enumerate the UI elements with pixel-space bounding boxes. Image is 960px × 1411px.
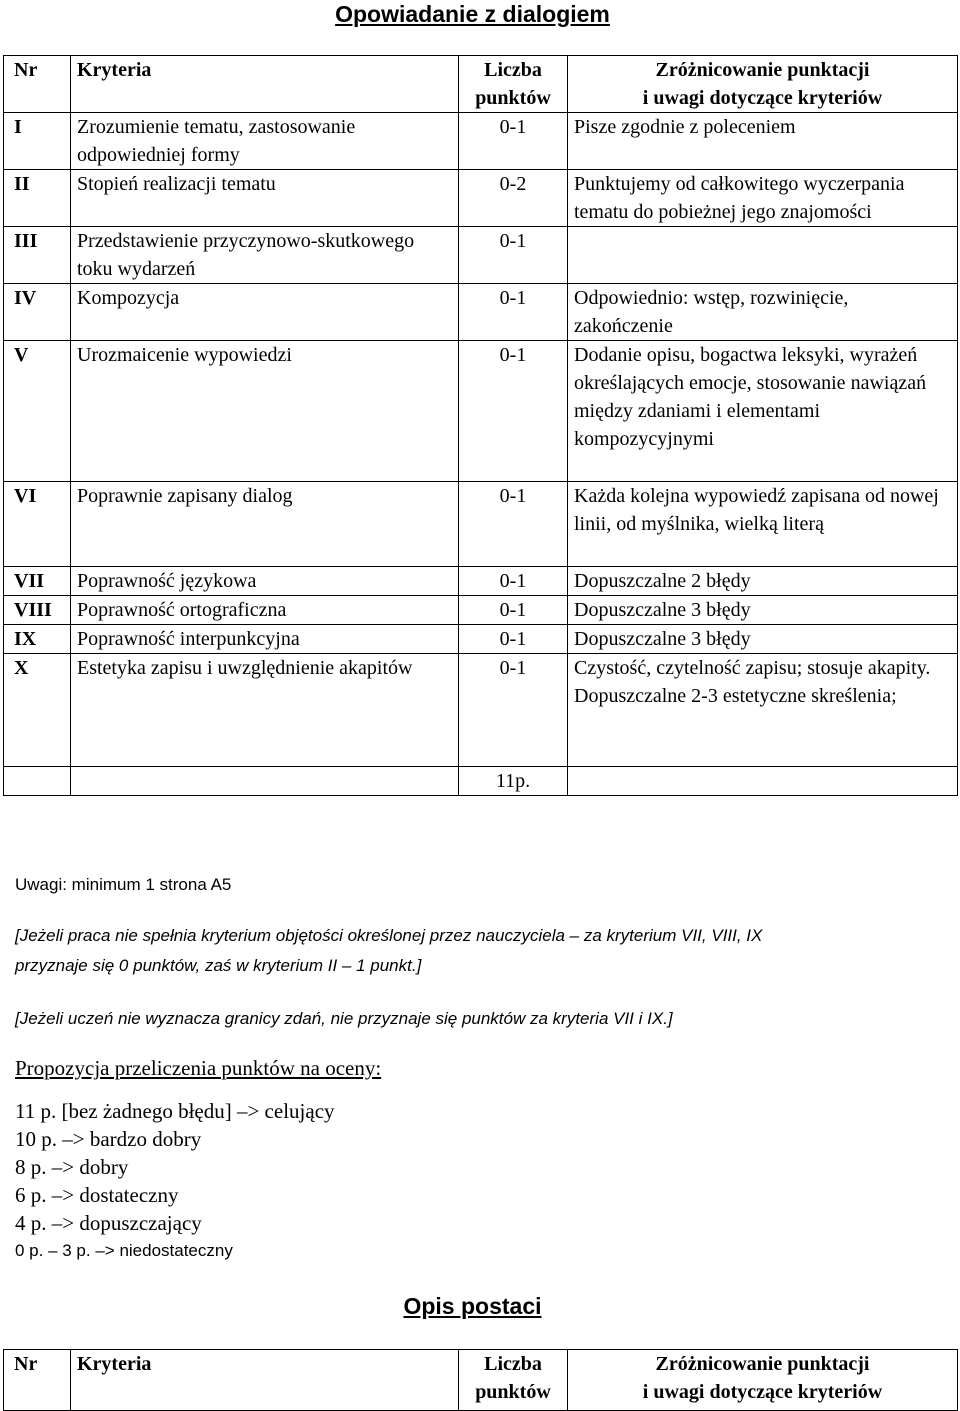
header-criteria: Kryteria [71, 56, 459, 113]
header-notes: Zróżnicowanie punktacji i uwagi dotyczące kryteriów [568, 1350, 958, 1411]
table-header-row [4, 1350, 958, 1411]
header-notes: Zróżnicowanie punktacji i uwagi dotyczące kryteriów [568, 56, 958, 113]
row-points: 0-1 [459, 284, 568, 341]
total-empty-cell [71, 767, 459, 796]
row-points: 0-1 [459, 113, 568, 170]
row-points: 0-1 [459, 654, 568, 767]
row-nr: VI [4, 482, 71, 567]
row-notes [568, 227, 958, 284]
row-nr: VII [4, 567, 71, 596]
table-row [4, 227, 958, 284]
row-nr: II [4, 170, 71, 227]
grade-item: 10 p. –> bardzo dobry [15, 1127, 202, 1151]
row-points: 0-1 [459, 227, 568, 284]
row-points: 0-1 [459, 596, 568, 625]
total-empty-cell [4, 767, 71, 796]
row-criterion: Poprawnie zapisany dialog [71, 482, 459, 567]
table-row [4, 284, 958, 341]
grade-item: 11 p. [bez żadnego błędu] –> celujący [15, 1099, 335, 1123]
table-row [4, 596, 958, 625]
row-nr: I [4, 113, 71, 170]
row-nr: IX [4, 625, 71, 654]
row-points: 0-1 [459, 567, 568, 596]
row-criterion: Urozmaicenie wypowiedzi [71, 341, 459, 482]
total-row [4, 767, 958, 796]
row-points: 0-1 [459, 625, 568, 654]
uwagi-note: Uwagi: minimum 1 strona A5 [15, 875, 232, 894]
row-points: 0-2 [459, 170, 568, 227]
header-criteria: Kryteria [71, 1350, 459, 1411]
row-nr: III [4, 227, 71, 284]
volume-rule-note: [Jeżeli praca nie spełnia kryterium objętości określonej przez nauczyciela – za kryterium VII, VIII, IX przyznaje się 0 punktów, zaś w kryterium II – 1 punkt.] [15, 926, 763, 975]
row-criterion: Poprawność interpunkcyjna [71, 625, 459, 654]
row-notes: Odpowiednio: wstęp, rozwinięcie, zakończenie [568, 284, 958, 341]
row-nr: V [4, 341, 71, 482]
row-notes: Punktujemy od całkowitego wyczerpania tematu do pobieżnej jego znajomości [568, 170, 958, 227]
row-nr: IV [4, 284, 71, 341]
row-notes: Każda kolejna wypowiedź zapisana od nowej linii, od myślnika, wielką literą [568, 482, 958, 567]
row-criterion: Zrozumienie tematu, zastosowanie odpowiedniej formy [71, 113, 459, 170]
criteria-table [3, 55, 958, 796]
table-row [4, 341, 958, 482]
header-nr: Nr [4, 1350, 71, 1411]
table-row [4, 482, 958, 567]
grade-item: 8 p. –> dobry [15, 1155, 129, 1179]
sentence-boundary-note: [Jeżeli uczeń nie wyznacza granicy zdań, nie przyznaje się punktów za kryteria VII i IX.] [15, 1009, 673, 1028]
table-row [4, 113, 958, 170]
grade-item: 6 p. –> dostateczny [15, 1183, 179, 1207]
row-criterion: Poprawność językowa [71, 567, 459, 596]
grade-item: 0 p. – 3 p. –> niedostateczny [15, 1241, 233, 1260]
row-notes: Dopuszczalne 3 błędy [568, 625, 958, 654]
header-points: Liczba punktów [459, 56, 568, 113]
header-nr: Nr [4, 56, 71, 113]
total-points: 11p. [459, 767, 568, 796]
row-notes: Dopuszczalne 2 błędy [568, 567, 958, 596]
row-criterion: Poprawność ortograficzna [71, 596, 459, 625]
row-criterion: Kompozycja [71, 284, 459, 341]
row-notes: Dopuszczalne 3 błędy [568, 596, 958, 625]
row-criterion: Estetyka zapisu i uwzględnienie akapitów [71, 654, 459, 767]
row-criterion: Przedstawienie przyczynowo-skutkowego toku wydarzeń [71, 227, 459, 284]
table-row [4, 170, 958, 227]
grade-item: 4 p. –> dopuszczający [15, 1211, 202, 1235]
table-row [4, 567, 958, 596]
row-nr: X [4, 654, 71, 767]
table-row [4, 625, 958, 654]
page-title: Opowiadanie z dialogiem [335, 1, 610, 27]
header-points: Liczba punktów [459, 1350, 568, 1411]
row-criterion: Stopień realizacji tematu [71, 170, 459, 227]
row-nr: VIII [4, 596, 71, 625]
row-notes: Dodanie opisu, bogactwa leksyki, wyrażeń określających emocje, stosowanie nawiązań między zdaniami i elementami kompozycyjnymi [568, 341, 958, 482]
criteria-table-2 [3, 1349, 958, 1411]
table-header-row [4, 56, 958, 113]
row-points: 0-1 [459, 341, 568, 482]
section-title: Opis postaci [403, 1293, 542, 1319]
total-empty-cell [568, 767, 958, 796]
row-points: 0-1 [459, 482, 568, 567]
row-notes: Czystość, czytelność zapisu; stosuje akapity. Dopuszczalne 2-3 estetyczne skreślenia; [568, 654, 958, 767]
table-row [4, 654, 958, 767]
row-notes: Pisze zgodnie z poleceniem [568, 113, 958, 170]
grade-conversion-title: Propozycja przeliczenia punktów na oceny: [15, 1056, 382, 1080]
grade-list [15, 1097, 335, 1265]
